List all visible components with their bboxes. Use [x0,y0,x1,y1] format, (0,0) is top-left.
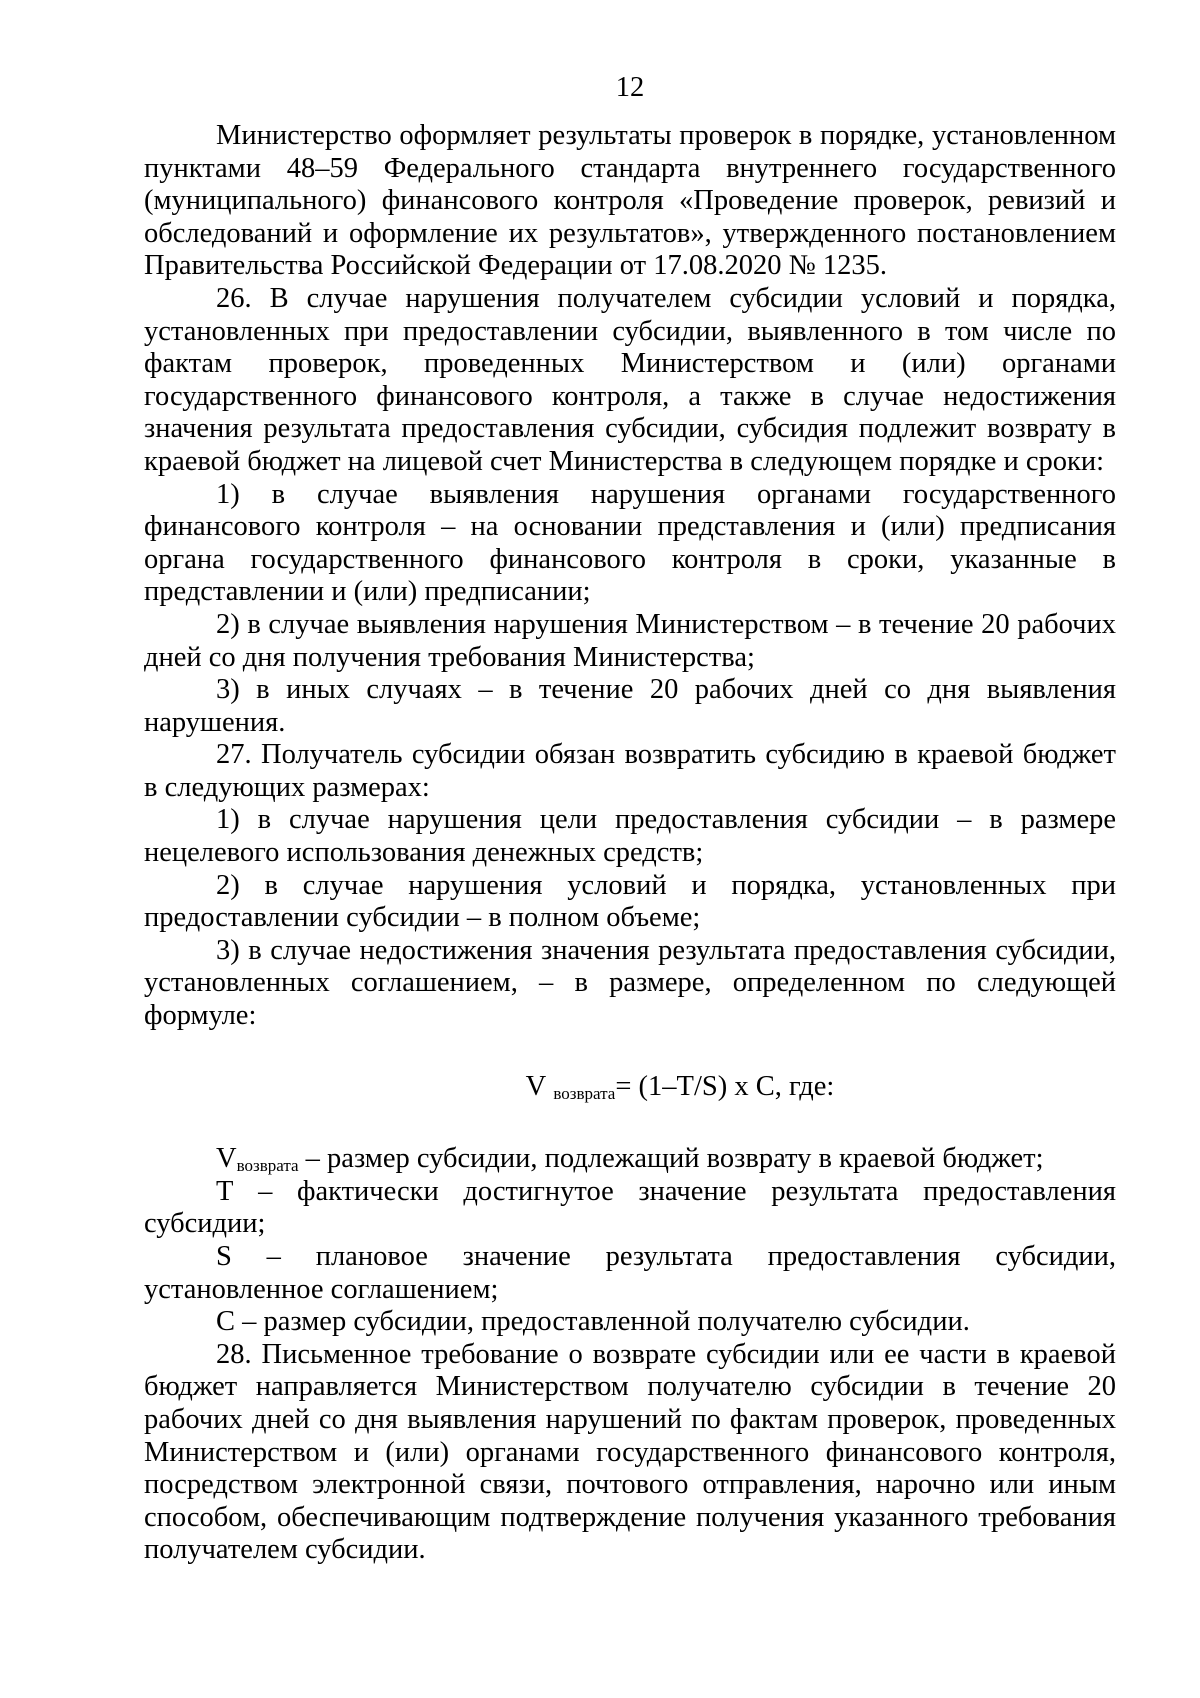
paragraph-26: 26. В случае нарушения получателем субсидии условий и порядка, установленных при предоставлении субсидии, выявленного в том числе по фактам проверок, проведенных Министерством и (или) органами государственного финансового контроля, а также в случае недостижения значения результата предоставления субсидии, субсидия подлежит возврату в краевой бюджет на лицевой счет Министерства в следующем порядке и сроки: [144,282,1116,477]
paragraph-26-item-2: 2) в случае выявления нарушения Министерством – в течение 20 рабочих дней со дня получения требования Министерства; [144,608,1116,673]
formula-subscript: возврата [553,1083,616,1103]
return-formula [144,1071,1116,1104]
formula-symbol: V [525,1070,547,1102]
paragraph-26-item-3: 3) в иных случаях – в течение 20 рабочих дней со дня выявления нарушения. [144,674,1116,738]
paragraph-27-item-2: 2) в случае нарушения условий и порядка, установленных при предоставлении субсидии – в полном объеме; [144,869,1116,934]
definition-v-text: – размер субсидии, подлежащий возврату в краевой бюджет; [305,1143,1044,1175]
definition-v-symbol: V [216,1143,237,1175]
paragraph-27-item-3: 3) в случае недостижения значения результата предоставления субсидии, установленных соглашением, – в размере, определенном по следующей формуле: [144,934,1116,1032]
paragraph-27-item-1: 1) в случае нарушения цели предоставления субсидии – в размере нецелевого использования денежных средств; [144,804,1116,869]
document-page [144,64,1116,1567]
paragraph-28: 28. Письменное требование о возврате субсидии или ее части в краевой бюджет направляется Министерством получателю субсидии в течение 20 рабочих дней со дня выявления нарушений по фактам проверок, проведенных Министерством и (или) органами государственного финансового контроля, посредством электронной связи, почтового отправления, нарочно или иным способом, обеспечивающим подтверждение получения указанного требования получателем субсидии. [144,1338,1116,1566]
definition-s: S – плановое значение результата предоставления субсидии, установленное соглашением; [144,1241,1116,1305]
paragraph-inspection-results: Министерство оформляет результаты проверок в порядке, установленном пунктами 48–59 Федерального стандарта внутреннего государственного (муниципального) финансового контроля «Проведение проверок, ревизий и обследований и оформление их результатов», утвержденного постановлением Правительства Российской Федерации от 17.08.2020 № 1235. [144,120,1116,282]
page-number: 12 [615,72,645,103]
definition-v [144,1143,1116,1176]
paragraph-26-item-1: 1) в случае выявления нарушения органами государственного финансового контроля – на основании представления и (или) предписания органа государственного финансового контроля в сроки, указанные в представлении и (или) предписании; [144,478,1116,608]
paragraph-27: 27. Получатель субсидии обязан возвратить субсидию в краевой бюджет в следующих размерах: [144,739,1116,803]
definition-t: Т – фактически достигнутое значение результата предоставления субсидии; [144,1175,1116,1240]
definition-c: С – размер субсидии, предоставленной получателю субсидии. [216,1306,970,1338]
definition-v-subscript: возврата [236,1156,299,1176]
formula-expression: = (1–T/S) x C, где: [615,1070,835,1102]
